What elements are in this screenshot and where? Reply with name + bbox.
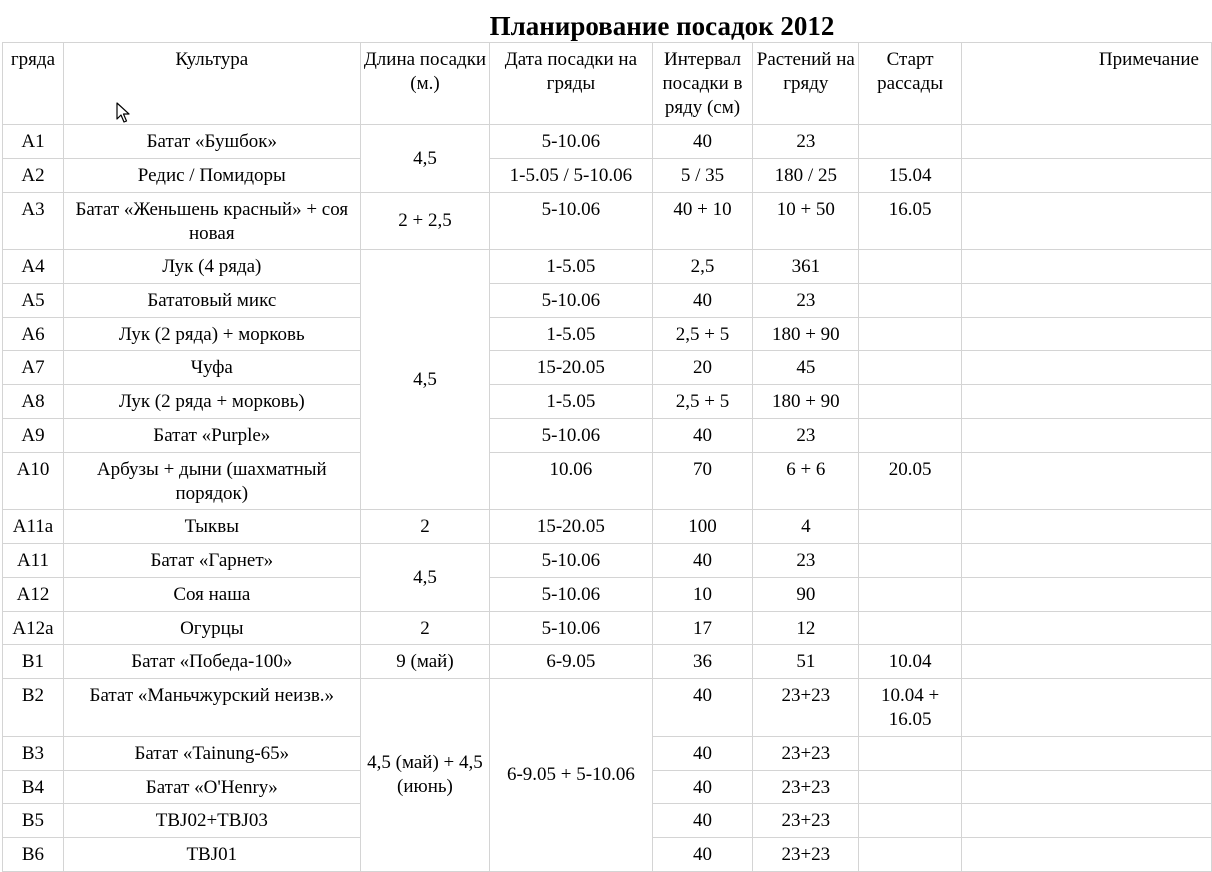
interval-cell: 10 xyxy=(652,578,753,612)
date-cell: 5-10.06 xyxy=(490,419,652,453)
length-cell: 2 xyxy=(360,612,490,645)
note-cell xyxy=(961,250,1211,284)
bed-cell: B1 xyxy=(3,645,64,679)
table-row xyxy=(3,159,1212,193)
table-row xyxy=(3,250,1212,284)
date-cell: 1-5.05 xyxy=(490,385,652,419)
plants-cell: 23+23 xyxy=(753,679,859,737)
interval-cell: 40 xyxy=(652,284,753,318)
table-row xyxy=(3,351,1212,385)
seedling-cell xyxy=(859,385,962,419)
interval-cell: 5 / 35 xyxy=(652,159,753,193)
date-cell: 1-5.05 xyxy=(490,250,652,284)
note-cell xyxy=(961,645,1211,679)
seedling-cell: 10.04 + 16.05 xyxy=(859,679,962,737)
seedling-cell xyxy=(859,318,962,351)
crop-cell: Лук (4 ряда) xyxy=(63,250,360,284)
date-cell: 5-10.06 xyxy=(490,193,652,250)
seedling-cell xyxy=(859,737,962,771)
date-cell: 5-10.06 xyxy=(490,544,652,578)
length-cell: 2 + 2,5 xyxy=(360,193,490,250)
note-cell xyxy=(961,838,1211,872)
note-cell xyxy=(961,351,1211,385)
header-note: Примечание xyxy=(961,43,1211,125)
seedling-cell xyxy=(859,612,962,645)
date-cell: 1-5.05 / 5-10.06 xyxy=(490,159,652,193)
seedling-cell: 15.04 xyxy=(859,159,962,193)
interval-cell: 2,5 + 5 xyxy=(652,318,753,351)
table-row xyxy=(3,679,1212,737)
bed-cell: B2 xyxy=(3,679,64,737)
header-seedling: Старт рассады xyxy=(859,43,962,125)
bed-cell: B3 xyxy=(3,737,64,771)
mouse-pointer-icon xyxy=(116,102,130,124)
crop-cell: Редис / Помидоры xyxy=(63,159,360,193)
interval-cell: 2,5 + 5 xyxy=(652,385,753,419)
table-row xyxy=(3,193,1212,250)
table-row xyxy=(3,578,1212,612)
seedling-cell xyxy=(859,419,962,453)
bed-cell: A6 xyxy=(3,318,64,351)
header-crop: Культура xyxy=(63,43,360,125)
crop-cell: Батат «Женьшень красный» + соя новая xyxy=(63,193,360,250)
note-cell xyxy=(961,453,1211,510)
plants-cell: 23+23 xyxy=(753,838,859,872)
interval-cell: 40 xyxy=(652,125,753,159)
crop-cell: Тыквы xyxy=(63,510,360,544)
table-row xyxy=(3,125,1212,159)
table-row xyxy=(3,453,1212,510)
note-cell xyxy=(961,385,1211,419)
note-cell xyxy=(961,737,1211,771)
plants-cell: 180 + 90 xyxy=(753,385,859,419)
interval-cell: 17 xyxy=(652,612,753,645)
crop-cell: Лук (2 ряда + морковь) xyxy=(63,385,360,419)
interval-cell: 40 xyxy=(652,804,753,838)
plants-cell: 23 xyxy=(753,419,859,453)
plants-cell: 51 xyxy=(753,645,859,679)
interval-cell: 40 xyxy=(652,737,753,771)
seedling-cell: 10.04 xyxy=(859,645,962,679)
seedling-cell xyxy=(859,284,962,318)
planting-table xyxy=(2,42,1212,872)
crop-cell: Чуфа xyxy=(63,351,360,385)
crop-cell: Батат «Гарнет» xyxy=(63,544,360,578)
length-cell: 2 xyxy=(360,510,490,544)
note-cell xyxy=(961,318,1211,351)
note-cell xyxy=(961,544,1211,578)
crop-cell: Соя наша xyxy=(63,578,360,612)
bed-cell: A10 xyxy=(3,453,64,510)
date-cell: 6-9.05 + 5-10.06 xyxy=(490,679,652,872)
crop-cell: Батат «Победа-100» xyxy=(63,645,360,679)
note-cell xyxy=(961,284,1211,318)
length-cell: 4,5 xyxy=(360,125,490,193)
note-cell xyxy=(961,771,1211,804)
seedling-cell xyxy=(859,838,962,872)
table-row xyxy=(3,544,1212,578)
bed-cell: B4 xyxy=(3,771,64,804)
plants-cell: 90 xyxy=(753,578,859,612)
note-cell xyxy=(961,125,1211,159)
seedling-cell xyxy=(859,510,962,544)
date-cell: 15-20.05 xyxy=(490,351,652,385)
date-cell: 6-9.05 xyxy=(490,645,652,679)
crop-cell: Батат «Purple» xyxy=(63,419,360,453)
interval-cell: 40 xyxy=(652,679,753,737)
table-row xyxy=(3,284,1212,318)
crop-cell: Лук (2 ряда) + морковь xyxy=(63,318,360,351)
header-date: Дата посадки на гряды xyxy=(490,43,652,125)
note-cell xyxy=(961,804,1211,838)
header-interval: Интервал посадки в ряду (см) xyxy=(652,43,753,125)
header-row xyxy=(3,43,1212,125)
header-plants: Растений на гряду xyxy=(753,43,859,125)
bed-cell: A1 xyxy=(3,125,64,159)
note-cell xyxy=(961,510,1211,544)
interval-cell: 100 xyxy=(652,510,753,544)
bed-cell: A5 xyxy=(3,284,64,318)
crop-cell: TBJ01 xyxy=(63,838,360,872)
note-cell xyxy=(961,419,1211,453)
table-row xyxy=(3,318,1212,351)
bed-cell: A12a xyxy=(3,612,64,645)
plants-cell: 23 xyxy=(753,125,859,159)
bed-cell: A12 xyxy=(3,578,64,612)
seedling-cell xyxy=(859,250,962,284)
length-cell: 4,5 xyxy=(360,250,490,510)
seedling-cell xyxy=(859,125,962,159)
seedling-cell xyxy=(859,578,962,612)
crop-cell: Бататовый микс xyxy=(63,284,360,318)
bed-cell: A4 xyxy=(3,250,64,284)
bed-cell: A2 xyxy=(3,159,64,193)
interval-cell: 40 xyxy=(652,771,753,804)
plants-cell: 180 + 90 xyxy=(753,318,859,351)
crop-cell: Огурцы xyxy=(63,612,360,645)
interval-cell: 2,5 xyxy=(652,250,753,284)
header-length: Длина посадки (м.) xyxy=(360,43,490,125)
plants-cell: 23+23 xyxy=(753,771,859,804)
interval-cell: 40 + 10 xyxy=(652,193,753,250)
seedling-cell: 16.05 xyxy=(859,193,962,250)
length-cell: 4,5 (май) + 4,5 (июнь) xyxy=(360,679,490,872)
seedling-cell xyxy=(859,351,962,385)
seedling-cell xyxy=(859,544,962,578)
plants-cell: 23 xyxy=(753,284,859,318)
table-row xyxy=(3,510,1212,544)
date-cell: 10.06 xyxy=(490,453,652,510)
date-cell: 5-10.06 xyxy=(490,125,652,159)
length-cell: 4,5 xyxy=(360,544,490,612)
note-cell xyxy=(961,612,1211,645)
bed-cell: A11a xyxy=(3,510,64,544)
note-cell xyxy=(961,193,1211,250)
note-cell xyxy=(961,679,1211,737)
note-cell xyxy=(961,578,1211,612)
crop-cell: Арбузы + дыни (шахматный порядок) xyxy=(63,453,360,510)
date-cell: 15-20.05 xyxy=(490,510,652,544)
date-cell: 5-10.06 xyxy=(490,578,652,612)
crop-cell: Батат «Бушбок» xyxy=(63,125,360,159)
interval-cell: 40 xyxy=(652,544,753,578)
plants-cell: 10 + 50 xyxy=(753,193,859,250)
interval-cell: 36 xyxy=(652,645,753,679)
plants-cell: 361 xyxy=(753,250,859,284)
plants-cell: 45 xyxy=(753,351,859,385)
interval-cell: 20 xyxy=(652,351,753,385)
date-cell: 5-10.06 xyxy=(490,612,652,645)
interval-cell: 70 xyxy=(652,453,753,510)
plants-cell: 23+23 xyxy=(753,804,859,838)
plants-cell: 23+23 xyxy=(753,737,859,771)
table-row xyxy=(3,612,1212,645)
bed-cell: B6 xyxy=(3,838,64,872)
plants-cell: 6 + 6 xyxy=(753,453,859,510)
header-bed: гряда xyxy=(3,43,64,125)
bed-cell: A3 xyxy=(3,193,64,250)
crop-cell: TBJ02+TBJ03 xyxy=(63,804,360,838)
length-cell: 9 (май) xyxy=(360,645,490,679)
bed-cell: A8 xyxy=(3,385,64,419)
table-row xyxy=(3,419,1212,453)
seedling-cell xyxy=(859,771,962,804)
plants-cell: 4 xyxy=(753,510,859,544)
seedling-cell: 20.05 xyxy=(859,453,962,510)
crop-cell: Батат «Маньчжурский неизв.» xyxy=(63,679,360,737)
bed-cell: A11 xyxy=(3,544,64,578)
plants-cell: 180 / 25 xyxy=(753,159,859,193)
crop-cell: Батат «Tainung-65» xyxy=(63,737,360,771)
note-cell xyxy=(961,159,1211,193)
plants-cell: 23 xyxy=(753,544,859,578)
crop-cell: Батат «O'Henry» xyxy=(63,771,360,804)
interval-cell: 40 xyxy=(652,419,753,453)
date-cell: 1-5.05 xyxy=(490,318,652,351)
interval-cell: 40 xyxy=(652,838,753,872)
bed-cell: B5 xyxy=(3,804,64,838)
bed-cell: A9 xyxy=(3,419,64,453)
plants-cell: 12 xyxy=(753,612,859,645)
page-title: Планирование посадок 2012 xyxy=(489,11,835,41)
date-cell: 5-10.06 xyxy=(490,284,652,318)
seedling-cell xyxy=(859,804,962,838)
bed-cell: A7 xyxy=(3,351,64,385)
table-row xyxy=(3,645,1212,679)
table-row xyxy=(3,385,1212,419)
